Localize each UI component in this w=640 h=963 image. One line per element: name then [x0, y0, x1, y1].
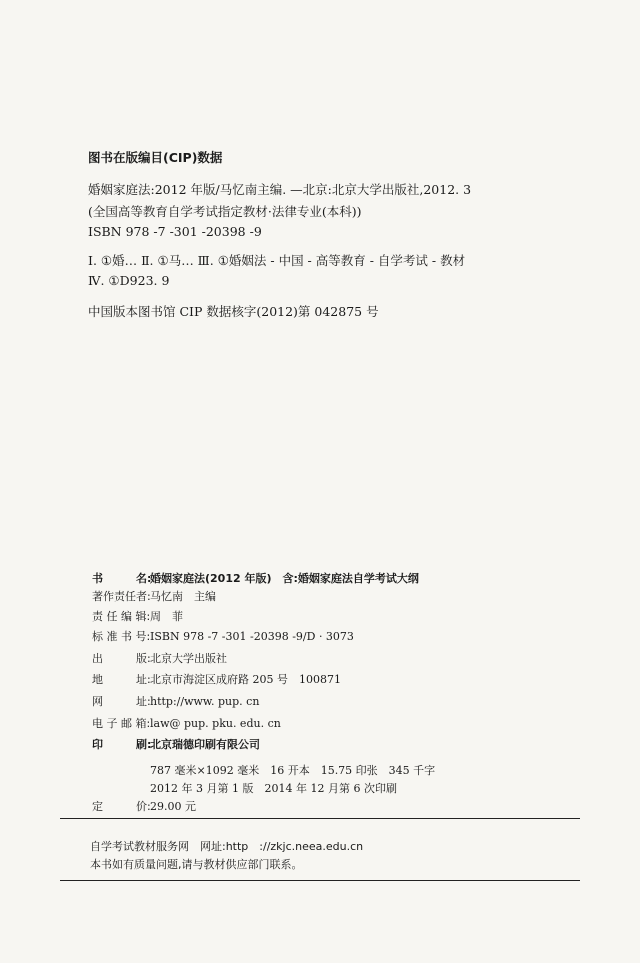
website-label: 网 址:: [92, 695, 151, 708]
author-value: 马忆南 主编: [150, 590, 216, 603]
imprint-row-address: [92, 671, 341, 689]
address-label: 地 址:: [92, 673, 151, 686]
footer-quality-line: 本书如有质量问题,请与教材供应部门联系。: [90, 858, 303, 871]
imprint-row-printer: [92, 736, 260, 754]
publisher-value: 北京大学出版社: [150, 652, 227, 665]
footer-service-line: 自学考试教材服务网 网址:http ://zkjc.neea.edu.cn: [90, 840, 364, 853]
email-label: 电 子 邮 箱:: [92, 717, 151, 730]
book-name-value: 婚姻家庭法(2012 年版) 含:婚姻家庭法自学考试大纲: [150, 572, 419, 585]
imprint-row-website: [92, 693, 259, 711]
divider-rule-bottom: [60, 880, 580, 881]
publisher-label: 出 版:: [92, 652, 151, 665]
cip-classification-line: Ⅰ. ①婚… Ⅱ. ①马… Ⅲ. ①婚姻法 - 中国 - 高等教育 - 自学考试 - 教材: [88, 253, 466, 268]
imprint-row-publisher: [92, 650, 227, 668]
cip-line-2: (全国高等教育自学考试指定教材·法律专业(本科)): [88, 204, 362, 219]
editor-label: 责 任 编 辑:: [92, 610, 151, 623]
imprint-row-book-name: [92, 570, 419, 588]
printer-label: 印 刷:: [92, 738, 152, 751]
imprint-row-editor: [92, 608, 183, 626]
isbn-value: ISBN 978 -7 -301 -20398 -9/D · 3073: [150, 630, 354, 643]
cip-title: 图书在版编目(CIP)数据: [88, 150, 223, 165]
price-value: 29.00 元: [150, 800, 196, 813]
divider-rule-top: [60, 818, 580, 819]
imprint-row-isbn: [92, 628, 354, 646]
book-name-label: 书 名:: [92, 572, 152, 585]
address-value: 北京市海淀区成府路 205 号 100871: [150, 673, 341, 686]
cip-isbn-line: ISBN 978 -7 -301 -20398 -9: [88, 224, 262, 239]
author-label: 著作责任者:: [92, 590, 151, 603]
email-value: law@ pup. pku. edu. cn: [150, 717, 281, 730]
imprint-row-price: [92, 798, 196, 816]
imprint-row-author: [92, 588, 216, 606]
price-label: 定 价:: [92, 800, 151, 813]
website-value: http://www. pup. cn: [150, 695, 260, 708]
isbn-label: 标 准 书 号:: [92, 630, 151, 643]
cip-record-number-line: 中国版本图书馆 CIP 数据核字(2012)第 042875 号: [88, 304, 379, 319]
cip-line-1: 婚姻家庭法:2012 年版/马忆南主编. —北京:北京大学出版社,2012. 3: [88, 182, 472, 197]
spec-format-line: 787 毫米×1092 毫米 16 开本 15.75 印张 345 千字: [150, 764, 436, 777]
spec-edition-line: 2012 年 3 月第 1 版 2014 年 12 月第 6 次印刷: [150, 782, 397, 795]
cip-class-number-line: Ⅳ. ①D923. 9: [88, 273, 170, 288]
printer-value: 北京瑞德印刷有限公司: [150, 738, 260, 751]
imprint-row-email: [92, 715, 281, 733]
editor-value: 周 菲: [150, 610, 183, 623]
